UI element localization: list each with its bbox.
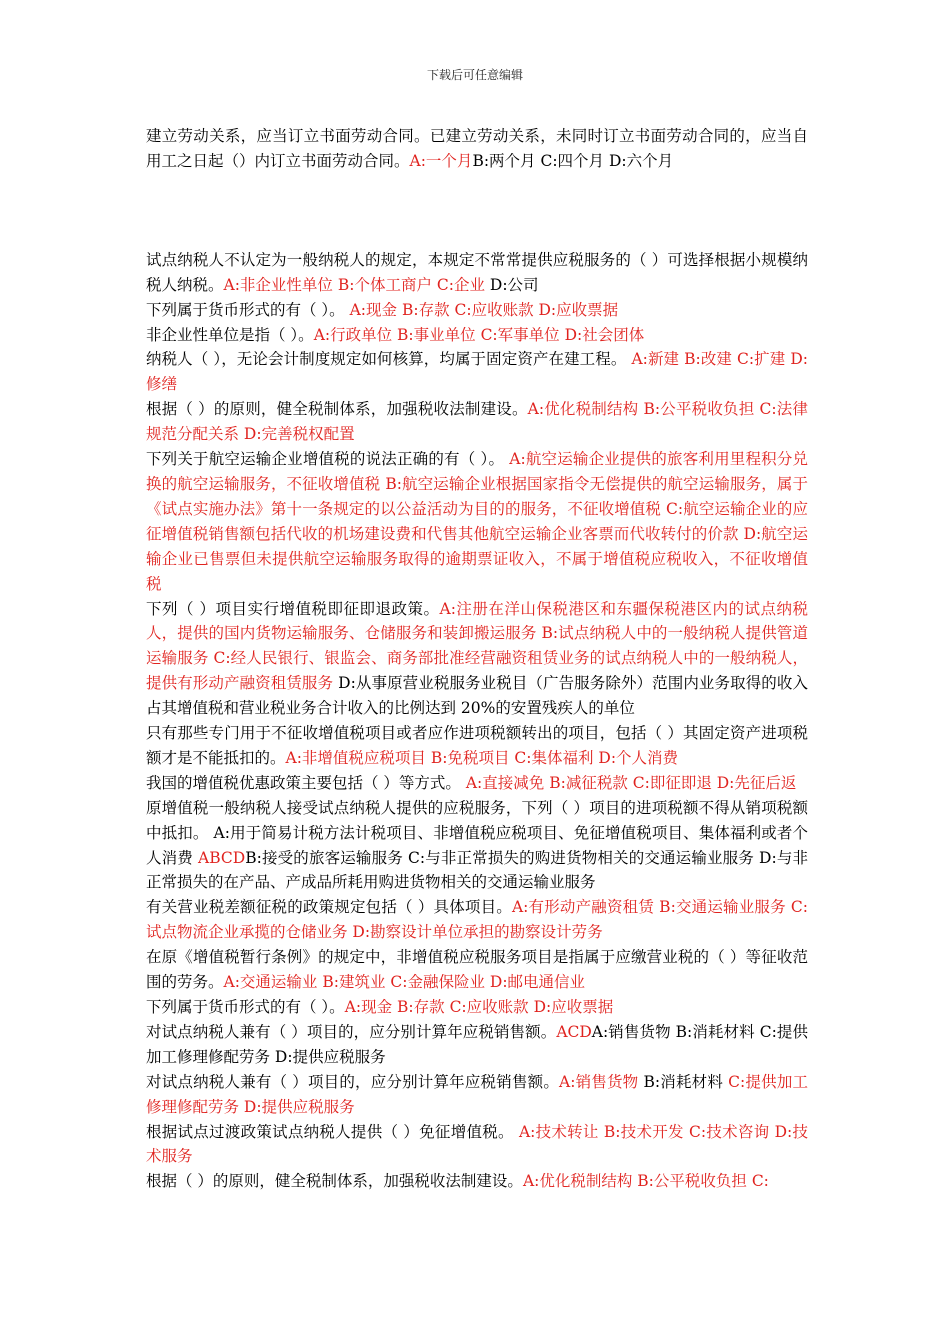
question-item xyxy=(146,895,808,945)
question-text: 根据（ ）的原则，健全税制体系，加强税收法制建设。 xyxy=(146,400,528,419)
answer-text: A:现金 B:存款 C:应收账款 D:应收票据 xyxy=(344,998,614,1016)
question-text: 我国的增值税优惠政策主要包括（ ）等方式。 xyxy=(146,773,466,792)
answer-text: A:销售货物 xyxy=(559,1072,639,1091)
question-text: 试点纳税人不认定为一般纳税人的规定，本规定不常常提供应税服务的（ ）可选择根据小规模纳税人纳税。 xyxy=(146,250,808,294)
question-text: 在原《增值税暂行条例》的规定中，非增值税应税服务项目是指属于应缴营业税的（ ）等征收范围的劳务。 xyxy=(146,948,808,992)
answer-text: A:优化税制结构 B:公平税收负担 C:法律规范分配关系 D:完善税权配置 xyxy=(146,400,808,444)
question-item xyxy=(146,248,808,298)
question-text: 根据试点过渡政策试点纳税人提供（ ）免征增值税。 xyxy=(146,1122,519,1141)
answer-text: A:技术转让 B:技术开发 C:技术咨询 D:技术服务 xyxy=(146,1122,809,1166)
question-text: 非企业性单位是指（ ）。 xyxy=(146,325,314,344)
answer-text: A:注册在洋山保税港区和东疆保税港区内的试点纳税人，提供的国内货物运输服务、仓储服务和装卸搬运服务 B:试点纳税人中的一般纳税人提供管道运输服务 C:经人民银行、银监会、商务部批准经营融资租赁业务的试点纳税人中的一般纳税人，提供有形动产融资租赁服务 xyxy=(146,599,808,693)
answer-text: C:提供加工修理修配劳务 D:提供应税服务 xyxy=(146,1072,809,1116)
question-text: 只有那些专门用于不征收增值税项目或者应作进项税额转出的项目，包括（ ）其固定资产进项税额才是不能抵扣的。 xyxy=(146,724,808,767)
question-text: 下列属于货币形式的有（ ）。 xyxy=(146,998,345,1016)
question-text: 下列属于货币形式的有（ ）。 xyxy=(146,300,350,319)
answer-text: A:一个月 xyxy=(409,151,473,170)
answer-text: ABCD xyxy=(198,848,246,867)
answer-text: A:有形动产融资租赁 B:交通运输业服务 C:试点物流企业承揽的仓储业务 D:勘察设计单位承担的勘察设计劳务 xyxy=(146,898,808,942)
question-item xyxy=(146,1020,808,1070)
answer-text: ACD xyxy=(556,1022,592,1041)
question-item xyxy=(146,1120,808,1170)
answer-text: A:优化税制结构 B:公平税收负担 C: xyxy=(522,1172,769,1191)
answer-text: A:现金 B:存款 C:应收账款 D:应收票据 xyxy=(349,300,619,319)
section-gap xyxy=(146,174,808,248)
question-item xyxy=(146,397,808,447)
question-text: 对试点纳税人兼有（ ）项目的，应分别计算年应税销售额。 xyxy=(146,1022,557,1041)
question-text: D:从事原营业税服务业税目（广告服务除外）范围内业务取得的收入占其增值税和营业税业务合计收入的比例达到 20%的安置残疾人的单位 xyxy=(146,674,808,718)
question-item xyxy=(146,597,808,722)
question-item xyxy=(146,1169,808,1194)
question-text: 下列（ ）项目实行增值税即征即退政策。 xyxy=(146,599,440,618)
answer-text: A:直接减免 B:减征税款 C:即征即退 D:先征后返 xyxy=(465,773,797,792)
question-item xyxy=(146,447,808,596)
question-text: 对试点纳税人兼有（ ）项目的，应分别计算年应税销售额。 xyxy=(146,1072,560,1091)
question-item xyxy=(146,721,808,771)
answer-text: A:航空运输企业提供的旅客利用里程积分兑换的航空运输服务，不征收增值税 B:航空运输企业根据国家指令无偿提供的航空运输服务，属于《试点实施办法》第十一条规定的以公益活动为目的的服务，不征收增值税 C:航空运输企业的应征增值税销售额包括代收的机场建设费和代售其他航空运输企业客票而代收转付的价款 D:航空运输企业已售票但未提供航空运输服务取得的逾期票证收入，不属于增值税应税收入，不征收增值税 xyxy=(146,450,809,593)
answer-text: A:行政单位 B:事业单位 C:军事单位 D:社会团体 xyxy=(313,325,645,344)
question-item xyxy=(146,347,808,397)
question-item xyxy=(146,1070,808,1120)
question-text: B:消耗材料 xyxy=(638,1072,729,1091)
question-item xyxy=(146,124,808,174)
question-item xyxy=(146,995,808,1020)
question-item xyxy=(146,298,808,323)
answer-text: A:非增值税应税项目 B:免税项目 C:集体福利 D:个人消费 xyxy=(285,748,679,767)
answer-text: A:非企业性单位 B:个体工商户 C:企业 xyxy=(223,275,485,294)
question-text: 下列关于航空运输企业增值税的说法正确的有（ ）。 xyxy=(146,450,510,469)
question-item xyxy=(146,323,808,348)
question-text: 根据（ ）的原则，健全税制体系，加强税收法制建设。 xyxy=(146,1172,523,1191)
question-item xyxy=(146,945,808,995)
answer-text: A:交通运输业 B:建筑业 C:金融保险业 D:邮电通信业 xyxy=(223,973,586,992)
question-item xyxy=(146,771,808,796)
answer-text: A:新建 B:改建 C:扩建 D:修缮 xyxy=(146,350,809,394)
question-item xyxy=(146,796,808,896)
question-text: B:两个月 C:四个月 D:六个月 xyxy=(472,151,674,170)
question-text: 建立劳动关系，应当订立书面劳动合同。已建立劳动关系，未同时订立书面劳动合同的，应当自用工之日起（）内订立书面劳动合同。 xyxy=(146,127,808,170)
document-body xyxy=(146,124,808,1194)
question-text: D:公司 xyxy=(484,275,539,294)
question-text: 纳税人（ ），无论会计制度规定如何核算，均属于固定资产在建工程。 xyxy=(146,350,632,369)
question-text: A:销售货物 B:消耗材料 C:提供加工修理修配劳务 D:提供应税服务 xyxy=(146,1022,808,1066)
question-text: 原增值税一般纳税人接受试点纳税人提供的应税服务，下列（ ）项目的进项税额不得从销项税额中抵扣。 A:用于简易计税方法计税项目、非增值税应税项目、免征增值税项目、集体福利或者个人消费 xyxy=(146,798,808,867)
question-text: 有关营业税差额征税的政策规定包括（ ）具体项目。 xyxy=(146,898,512,917)
question-text: B:接受的旅客运输服务 C:与非正常损失的购进货物相关的交通运输业服务 D:与非正常损失的在产品、产成品所耗用购进货物相关的交通运输业服务 xyxy=(146,848,808,892)
page-header: 下载后可任意编辑 xyxy=(426,68,523,82)
